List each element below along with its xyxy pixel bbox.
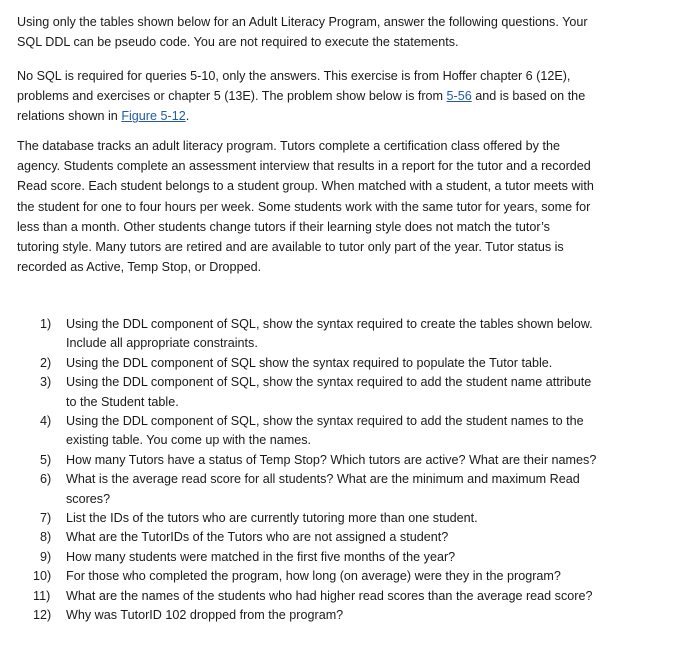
question-text: Using the DDL component of SQL, show the syntax required to add the student name attribute [66, 375, 592, 390]
instructions-paragraph [17, 66, 672, 127]
intro-paragraph [17, 12, 672, 52]
question-text: What are the names of the students who had higher read scores than the average read score? [66, 588, 593, 603]
figure-5-12-link[interactable]: Figure 5-12 [121, 109, 186, 124]
question-text: How many Tutors have a status of Temp Stop? Which tutors are active? What are their names? [66, 452, 597, 467]
question-text: Using the DDL component of SQL, show the syntax required to add the student names to the [66, 414, 584, 429]
question-text: scores? [66, 491, 111, 506]
description-paragraph [17, 136, 672, 277]
intro-line-1: Using only the tables shown below for an Adult Literacy Program, answer the following questions. Your [17, 15, 588, 29]
question-item [33, 587, 660, 606]
question-number: 10) [33, 569, 52, 584]
question-item [40, 315, 660, 354]
description-line: the student for one to four hours per week. Some students work with the same tutor for years, some for [17, 199, 591, 214]
instructions-line-3-tail: . [185, 109, 190, 124]
question-number: 11) [33, 588, 51, 603]
question-item [33, 606, 660, 625]
question-item [40, 451, 660, 470]
question-text: List the IDs of the tutors who are currently tutoring more than one student. [66, 511, 478, 526]
question-text: Why was TutorID 102 dropped from the program? [66, 608, 344, 623]
question-text: For those who completed the program, how long (on average) were they in the program? [66, 569, 561, 584]
question-number: 12) [33, 608, 52, 623]
question-item [33, 567, 660, 586]
question-number: 7) [40, 511, 52, 526]
question-item [40, 509, 660, 528]
question-text: How many students were matched in the first five months of the year? [66, 549, 456, 564]
question-text: What is the average read score for all students? What are the minimum and maximum Read [66, 472, 580, 487]
intro-line-2: SQL DDL can be pseudo code. You are not required to execute the statements. [17, 35, 459, 50]
question-item [40, 412, 660, 451]
questions-list [33, 315, 660, 626]
question-number: 9) [40, 549, 52, 564]
problem-5-56-link[interactable]: 5-56 [446, 89, 472, 104]
instructions-line-1: No SQL is required for queries 5-10, only the answers. This exercise is from Hoffer chapter 6 (12E), [17, 69, 571, 83]
description-line: recorded as Active, Temp Stop, or Dropped. [17, 260, 262, 275]
question-text: existing table. You come up with the names. [66, 433, 312, 448]
instructions-line-2 [17, 86, 672, 106]
question-number: 1) [40, 317, 52, 331]
question-number: 4) [40, 414, 52, 429]
question-text: What are the TutorIDs of the Tutors who are not assigned a student? [66, 530, 449, 545]
question-item [40, 373, 660, 412]
question-item [40, 528, 660, 547]
question-number: 5) [40, 452, 52, 467]
question-item [40, 470, 660, 509]
question-number: 2) [40, 355, 52, 370]
question-item [40, 354, 660, 373]
description-line: agency. Students complete an assessment interview that results in a report for the tutor and a recorded [17, 159, 591, 174]
question-number: 3) [40, 375, 52, 390]
question-text: Include all appropriate constraints. [66, 336, 258, 351]
description-line: less than a month. Other students change tutors if their learning style does not match the tutor’s [17, 219, 550, 234]
question-text: to the Student table. [66, 394, 179, 409]
instructions-line-2-tail: and is based on the [471, 89, 586, 104]
description-line: tutoring style. Many tutors are retired and are available to tutor only part of the year. Tutor status is [17, 240, 564, 255]
instructions-line-3-text: relations shown in [17, 109, 122, 124]
question-item [40, 548, 660, 567]
question-text: Using the DDL component of SQL, show the syntax required to create the tables shown below. [66, 317, 593, 331]
description-line: Read score. Each student belongs to a student group. When matched with a student, a tutor meets with [17, 179, 594, 194]
instructions-line-2-text: problems and exercises or chapter 5 (13E). The problem show below is from [17, 89, 447, 104]
instructions-line-3 [17, 106, 672, 126]
question-number: 8) [40, 530, 52, 545]
question-text: Using the DDL component of SQL show the syntax required to populate the Tutor table. [66, 355, 553, 370]
description-line: The database tracks an adult literacy program. Tutors complete a certification class offered by the [17, 139, 560, 153]
question-number: 6) [40, 472, 52, 487]
